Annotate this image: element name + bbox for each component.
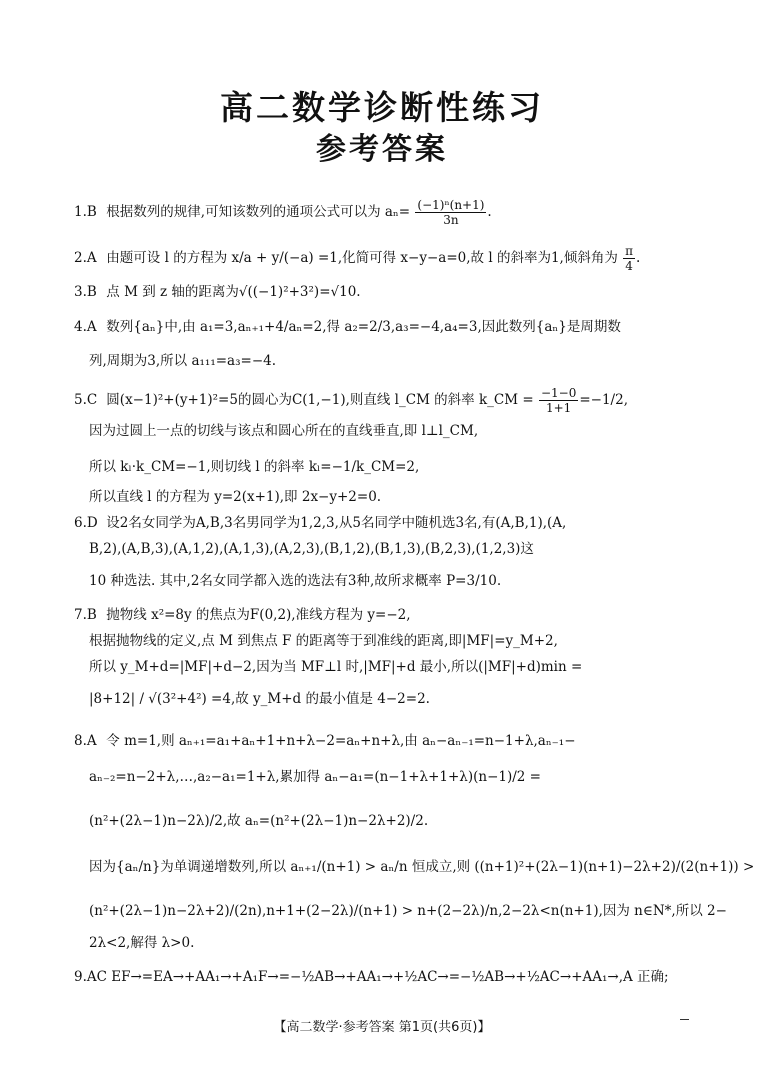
answer-5: 5.C 圆(x−1)²+(y+1)²=5的圆心为C(1,−1),则直线 l_CM 的斜率 k_CM = $\frac{-1-0}{1+1}$ =−1/2, bbox=[74, 386, 628, 415]
answer-text: 数列{aₙ}中,由 a₁=3,aₙ₊₁+4/aₙ=2,得 a₂=2/3,a₃=−4,a₄=3,因此数列{aₙ}是周期数 bbox=[106, 319, 621, 335]
answer-6-line: 10 种选法. 其中,2名女同学都入选的选法有3种,故所求概率 P=3/10. bbox=[89, 573, 502, 589]
answer-label: 2.A bbox=[74, 250, 97, 266]
answer-5-line: 所以直线 l 的方程为 y=2(x+1),即 2x−y+2=0. bbox=[89, 489, 382, 505]
answer-8-line: (n²+(2λ−1)n−2λ)/2,故 aₙ=(n²+(2λ−1)n−2λ+2)/2. bbox=[89, 813, 429, 829]
answer-text: 设2名女同学为A,B,3名男同学为1,2,3,从5名同学中随机选3名,有(A,B,1),(A, bbox=[106, 515, 567, 531]
answer-8-line: (n²+(2λ−1)n−2λ+2)/(2n),n+1+(2−2λ)/(n+1) > n+(2−2λ)/n,2−2λ<n(n+1),因为 n∈N*,所以 2− bbox=[89, 903, 727, 919]
answer-label: 3.B bbox=[74, 284, 97, 300]
answer-3 bbox=[74, 283, 361, 301]
answer-4 bbox=[74, 318, 621, 336]
answer-6-line: B,2),(A,B,3),(A,1,2),(A,1,3),(A,2,3),(B,1,2),(B,1,3),(B,2,3),(1,2,3)这 bbox=[89, 541, 534, 557]
answer-label: 1.B bbox=[74, 204, 97, 220]
answer-6 bbox=[74, 514, 566, 532]
page-footer: 【高二数学·参考答案 第1页(共6页)】 bbox=[273, 1020, 491, 1035]
answer-label: 9.AC bbox=[74, 969, 107, 985]
answer-4-cont: 列,周期为3,所以 a₁₁₁=a₃=−4. bbox=[89, 353, 277, 369]
answer-text: 圆(x−1)²+(y+1)²=5的圆心为C(1,−1),则直线 l_CM 的斜率 k_CM = bbox=[106, 392, 534, 408]
answer-8 bbox=[74, 732, 576, 750]
answer-8-line: aₙ₋₂=n−2+λ,…,a₂−a₁=1+λ,累加得 aₙ−a₁=(n−1+λ+1+λ)(n−1)/2 = bbox=[89, 769, 541, 785]
page-subtitle: 参考答案 bbox=[316, 132, 448, 167]
answer-label: 6.D bbox=[74, 515, 98, 531]
page-mark bbox=[680, 1019, 689, 1020]
answer-9 bbox=[74, 968, 669, 986]
answer-label: 8.A bbox=[74, 733, 97, 749]
answer-text: 令 m=1,则 aₙ₊₁=a₁+aₙ+1+n+λ−2=aₙ+n+λ,由 aₙ−aₙ₋₁=n−1+λ,aₙ₋₁− bbox=[106, 733, 576, 749]
answer-5-line: 因为过圆上一点的切线与该点和圆心所在的直线垂直,即 l⊥l_CM, bbox=[89, 423, 479, 439]
answer-label: 7.B bbox=[74, 607, 97, 623]
fraction: $\frac{-1-0}{1+1}$ bbox=[540, 386, 577, 415]
answer-text: 抛物线 x²=8y 的焦点为F(0,2),准线方程为 y=−2, bbox=[106, 607, 411, 623]
answer-8-line: 因为{aₙ/n}为单调递增数列,所以 aₙ₊₁/(n+1) > aₙ/n 恒成立,则 ((n+1)²+(2λ−1)(n+1)−2λ+2)/(2(n+1)) > bbox=[89, 859, 755, 875]
answer-2: 2.A 由题可设 l 的方程为 x/a + y/(−a) =1,化简可得 x−y−a=0,故 l 的斜率为1,倾斜角为 $\frac{\pi}{4}$ . bbox=[74, 244, 641, 273]
answer-text: 由题可设 l 的方程为 x/a + y/(−a) =1,化简可得 x−y−a=0,故 l 的斜率为1,倾斜角为 bbox=[106, 250, 618, 266]
answer-text: EF→=EA→+AA₁→+A₁F→=−½AB→+AA₁→+½AC→=−½AB→+½AC→+AA₁→,A 正确; bbox=[111, 969, 669, 985]
answer-text: 根据数列的规律,可知该数列的通项公式可以为 aₙ= bbox=[106, 204, 411, 220]
answer-8-line: 2λ<2,解得 λ>0. bbox=[89, 935, 195, 951]
answer-7-line: |8+12| / √(3²+4²) =4,故 y_M+d 的最小值是 4−2=2. bbox=[89, 691, 430, 707]
page-title: 高二数学诊断性练习 bbox=[220, 88, 544, 127]
fraction: $\frac{\pi}{4}$ bbox=[625, 244, 634, 273]
answer-7 bbox=[74, 606, 411, 624]
answer-7-line: 根据抛物线的定义,点 M 到焦点 F 的距离等于到准线的距离,即|MF|=y_M+2, bbox=[89, 633, 558, 649]
fraction: $\frac{\text{(−1)ⁿ(n+1)}}{3n}$ bbox=[417, 198, 485, 227]
answer-7-line: 所以 y_M+d=|MF|+d−2,因为当 MF⊥l 时,|MF|+d 最小,所以(|MF|+d)min = bbox=[89, 659, 583, 675]
answer-label: 4.A bbox=[74, 319, 97, 335]
answer-5-line: 所以 kₗ·k_CM=−1,则切线 l 的斜率 kₗ=−1/k_CM=2, bbox=[89, 459, 420, 475]
answer-text: 点 M 到 z 轴的距离为√((−1)²+3²)=√10. bbox=[106, 284, 361, 300]
answer-1: 1.B 根据数列的规律,可知该数列的通项公式可以为 aₙ= $\frac{\text{(−1)ⁿ(n+1)}}{3n}$ . bbox=[74, 198, 492, 227]
answer-label: 5.C bbox=[74, 392, 98, 408]
